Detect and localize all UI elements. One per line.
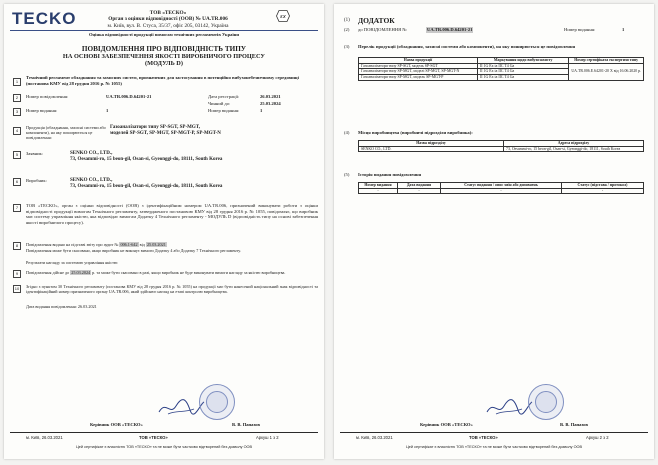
col-header-edition: Номер видання — [359, 183, 398, 189]
notice-page-2 — [334, 4, 654, 459]
manufacturer-name: SENKO CO., LTD., — [70, 178, 113, 183]
history-number: (5) — [344, 172, 350, 177]
col-header-site-name: Назва підрозділу — [359, 141, 504, 147]
note-surveillance: Результати нагляду за системою управління якістю: — [26, 260, 119, 265]
production-sites-title: Місця виробництва (виробничі підрозділи виробника): — [358, 130, 473, 135]
doc-subtitle: НА ОСНОВІ ЗАБЕЗПЕЧЕННЯ ЯКОСТІ ВИРОБНИЧОГО ПРОЦЕСУ — [62, 53, 266, 60]
annex-title: ДОДАТОК — [358, 16, 395, 25]
table-row — [359, 63, 644, 69]
manufacturer-label: Виробник: — [26, 178, 47, 183]
field-marker-4: 4 — [13, 127, 21, 135]
signature-icon — [484, 396, 534, 418]
history-cell: - — [398, 188, 441, 194]
applicant-name: SENKO CO., LTD., — [70, 151, 113, 156]
footer-sheet: Аркуш 1 з 2 — [256, 435, 279, 440]
svg-text:εx: εx — [280, 14, 286, 20]
col-header-status: Статус видання / опис змін або доповнень — [441, 183, 562, 189]
header-divider — [10, 30, 318, 31]
edition-label: Номер видання: — [26, 108, 58, 113]
header-subtitle: Оцінка відповідності продукції вимогам технічних регламентів України — [88, 32, 240, 37]
field-marker-5: 5 — [13, 151, 21, 159]
regulation-text: Технічний регламент обладнання та захисних систем, призначених для застосування в потенційно вибухонебезпечному середовищі (постанова КМУ від 28 грудня 2016 р. № 1055) — [26, 75, 299, 86]
marking-cell: II 1G Ex ia IIC T4 Ga — [477, 63, 568, 69]
field-marker-2: 2 — [13, 94, 21, 102]
edition-label-right: Номер видання: — [208, 108, 240, 113]
issue-date: Дата видання повідомлення: 26.03.2021 — [26, 304, 97, 309]
site-name-cell: SENKO CO., LTD. — [359, 146, 504, 152]
field-marker-6: 6 — [13, 178, 21, 186]
notice-number-label: Номер повідомлення: — [26, 94, 69, 99]
col-header-certificate: Номер сертифіката експертизи типу — [569, 58, 644, 64]
table-row — [359, 188, 644, 194]
applicant-address: 73, Oesammi-ro, 15 beon-gil, Osan-si, Gyeonggi-do, 18111, South Korea — [70, 157, 223, 162]
footer-note: Цей сертифікат є власністю ТОВ «ТЕСКО» та не може бути частково відтворений без дозволу ООВ — [75, 445, 253, 449]
footer-sheet: Аркуш 2 з 2 — [586, 435, 609, 440]
org-header: ТОВ «ТЕСКО» Орган з оцінки відповідності (ООВ) № UA.TR.006 м. Київ, вул. В. Стуса, 35/37, офіс 205, 03142, Україна — [107, 10, 229, 29]
head-name: В. В. Папазов — [232, 422, 260, 427]
field-marker-1: 1 — [13, 78, 21, 86]
production-sites-table — [358, 140, 644, 152]
field-marker-8: 8 — [13, 242, 21, 250]
annex-ref-notice-no: UA.TR.006.D.64201-21 — [427, 27, 473, 32]
annex-edition-label: Номер видання: — [564, 27, 596, 32]
field-marker-10: 10 — [14, 286, 20, 291]
seal-inner-ring — [535, 391, 557, 413]
edition-number-right: 1 — [260, 108, 263, 113]
col-header-marking: Маркування щодо вибухозахисту — [477, 58, 568, 64]
history-table — [358, 182, 644, 194]
annex-ref-label: до ПОВІДОМЛЕННЯ № — [358, 27, 407, 32]
notice-page-1 — [4, 4, 324, 459]
head-label: Керівник ООВ «ТЕСКО» — [90, 422, 143, 427]
footer-divider — [10, 432, 318, 433]
product-line-2: моделей SP-SGT, SP-MGT, SP-MGT-P, SP-MGT-N — [110, 131, 221, 136]
doc-module: (МОДУЛЬ D) — [145, 60, 183, 67]
manufacturer-address: 73, Oesammi-ro, 15 beon-gil, Osan-si, Gyeonggi-do, 18111, South Korea — [70, 184, 223, 189]
applicant-label: Заявник: — [26, 151, 44, 156]
head-name: В. В. Папазов — [560, 422, 588, 427]
col-header-basis: Статус (підстава / протокол) — [562, 183, 644, 189]
footer-city-date: м. Київ, 26.03.2021 — [26, 435, 63, 440]
certificate-cell: UA.TR.006.E.64201-20 X від 16.06.2020 р. — [569, 63, 644, 80]
history-cell: - — [441, 188, 562, 194]
ex-hexagon-icon — [276, 10, 290, 22]
table-row — [359, 146, 644, 152]
valid-until-label: Чинний до: — [208, 101, 231, 106]
tecko-logo: TECKO — [12, 9, 77, 28]
reg-date-label: Дата реєстрації: — [208, 94, 240, 99]
head-label: Керівник ООВ «ТЕСКО» — [420, 422, 473, 427]
marking-cell: II 1G Ex ia IIC T4 Ga — [477, 69, 568, 75]
reg-date: 26.03.2021 — [260, 94, 281, 99]
field-marker-9: 9 — [13, 270, 21, 278]
field-marker-7: 7 — [13, 204, 21, 212]
annex-edition: 1 — [622, 27, 625, 32]
footer-note: Цей сертифікат є власністю ТОВ «ТЕСКО» та не може бути частково відтворений без дозволу ООВ — [405, 445, 583, 449]
product-table — [358, 57, 644, 81]
seal-inner-ring — [206, 391, 228, 413]
notice-number: UA.TR.006.D.64201-21 — [106, 94, 152, 99]
note-marking: Згідно з пунктом 30 Технічного регламенту (постанова КМУ від 28 грудня 2016 р. № 1055) на продукції має бути нанесений національний знак відповідності та ідентифікаційний номер призначеного органу UA.TR.006, який здійснює нагляд на етапі контролю виробництва. — [26, 284, 318, 294]
note-audit-basis: Повідомлення видано на підставі звіту про аудит № 006.1-642 від 25.03.2021 — [26, 242, 166, 247]
history-title: Історія видання повідомлення — [358, 172, 422, 177]
footer-org: ТОВ «ТЕСКО» — [139, 435, 168, 440]
col-header-product: Назва продукції — [359, 58, 478, 64]
product-label: Продукція (обладнання, захисні системи або компоненти), на яку поширюється це повідомлення: — [26, 125, 106, 140]
valid-until-date: 25.03.2024 — [260, 101, 281, 106]
marking-cell: II 1G Ex ia IIC T4 Ga — [477, 75, 568, 81]
doc-title: ПОВІДОМЛЕННЯ ПРО ВІДПОВІДНІСТЬ ТИПУ — [81, 45, 247, 53]
edition-number: 1 — [106, 108, 109, 113]
col-header-site-address: Адреса підрозділу — [504, 141, 644, 147]
footer-divider — [340, 432, 648, 433]
note-validity: Повідомлення дійсне до 25.03.2024 р. та може бути скасовано в разі, якщо виробник не буде виконувати вимоги нагляду за якістю виробництва. — [26, 270, 286, 275]
product-name-cell: Газоаналізатори типу SP-MGT, модель SP-MGT-P — [359, 75, 478, 81]
footer-org: ТОВ «ТЕСКО» — [469, 435, 498, 440]
product-line-1: Газоаналізатори типу SP-SGT, SP-MGT, — [110, 125, 200, 130]
note-cancellation: Повідомлення може бути скасовано, якщо виробник не виконує вимоги Додатку 4 або Додатку 7 Технічного регламенту. — [26, 248, 241, 253]
footer-city-date: м. Київ, 26.03.2021 — [356, 435, 393, 440]
list-number: (3) — [344, 44, 350, 49]
product-name-cell: Газоаналізатори типу SP-SGT, модель SP-SGT — [359, 63, 478, 69]
site-number: (4) — [344, 130, 350, 135]
product-name-cell: Газоаналізатори типу SP-MGT, моделі SP-MGT, SP-MGT-N — [359, 69, 478, 75]
col-header-date: Дата видання — [398, 183, 441, 189]
history-cell: - — [359, 188, 398, 194]
field-marker-3: 3 — [13, 108, 21, 116]
history-cell: - — [562, 188, 644, 194]
site-address-cell: 73, Oesammi-ro, 15 beon-gil, Osan-si, Gyeonggi-do, 18111, South Korea — [504, 146, 644, 152]
product-list-title: Перелік продукції (обладнання, захисні системи або компоненти), на яку поширюється це повідомлення — [358, 44, 576, 49]
annex-number: (1) — [344, 18, 350, 23]
conformity-statement: ТОВ «ТЕСКО», орган з оцінки відповідності (ООВ) з ідентифікаційним номером UA.TR.006, призначений виконувати роботи з оцінки відповідності продукції вимогам Технічного регламенту, затвердженого постановою КМУ від 28 грудня 2016 р. № 1055, повідомляє, що виробник має систему управління якістю, яка відповідає вимогам Додатку 4 Технічного регламенту - МОДУЛЬ D (відповідність типу на основі забезпечення якості виробничого процесу). — [26, 203, 318, 225]
annex-ref-number: (2) — [344, 27, 350, 32]
